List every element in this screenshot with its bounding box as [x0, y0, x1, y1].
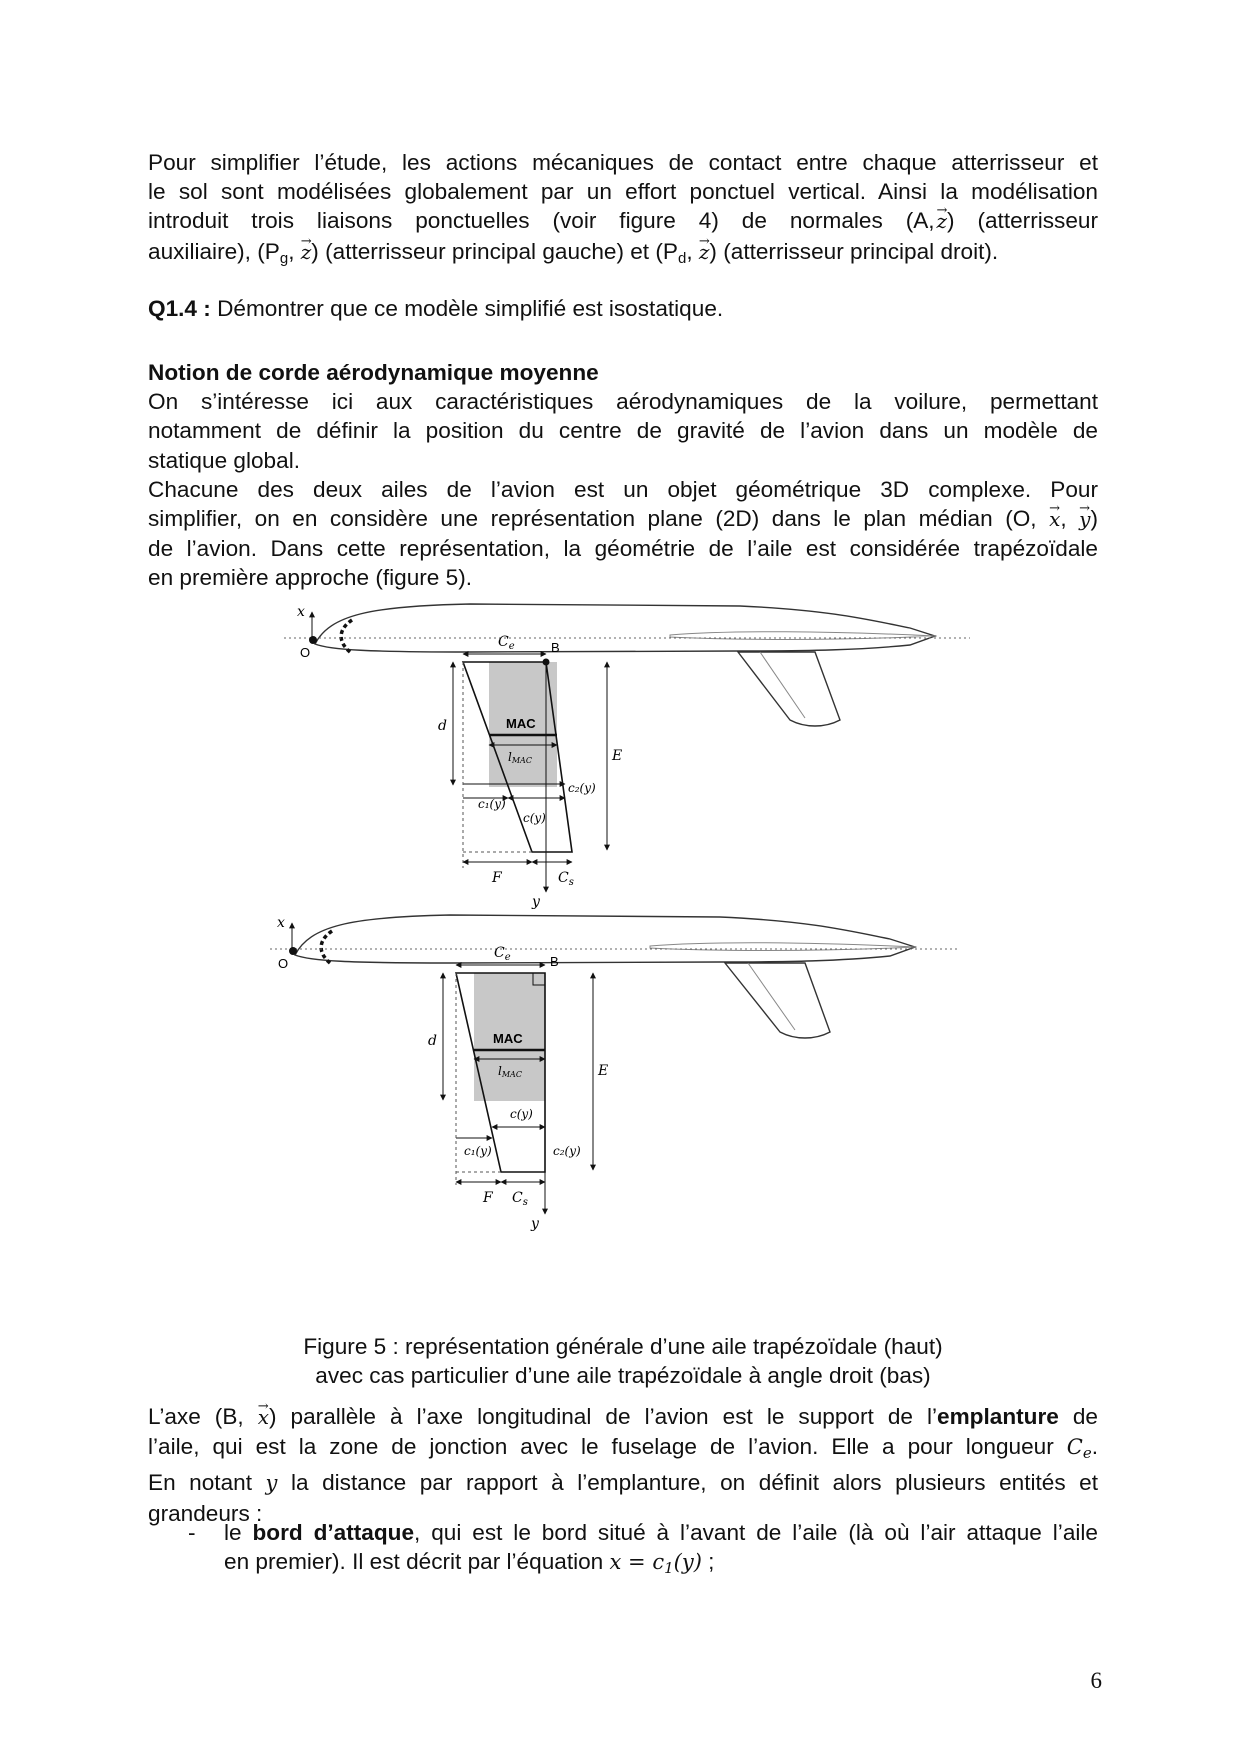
- lmac-symbol: l: [508, 750, 512, 764]
- section-p1-line-3: statique global.: [148, 447, 300, 473]
- text-span: en premier). Il est décrit par l’équation: [224, 1549, 610, 1575]
- text-span: ,: [1060, 506, 1067, 532]
- cs-symbol: C: [512, 1190, 523, 1206]
- top-origin-label: O: [300, 645, 311, 660]
- top-mac-label: MAC: [506, 716, 536, 731]
- bottom-origin-point: [289, 947, 297, 955]
- top-ce-label: [498, 634, 515, 652]
- vector-z: z →: [301, 240, 312, 264]
- section-p1-line-1: On s’intéresse ici aux caractéristiques aérodynamiques de la voilure, permettant: [148, 389, 1098, 415]
- text-span: de: [1058, 1404, 1098, 1429]
- text-span: ,: [288, 238, 295, 264]
- bullet-line-2: [224, 1547, 1098, 1583]
- text-span: ;: [701, 1549, 715, 1575]
- bottom-fuselage-outline: [295, 915, 915, 963]
- bottom-b-label: B: [550, 954, 559, 969]
- figure-caption: [148, 1332, 1098, 1390]
- cs-subscript: s: [568, 877, 574, 888]
- top-c2-label: c₂(y): [568, 781, 596, 795]
- bottom-d-label: d: [428, 1033, 437, 1049]
- top-y-label: y: [532, 894, 540, 910]
- bottom-cs-label: [512, 1190, 528, 1208]
- vector-z: z →: [936, 209, 947, 233]
- text-span: ) (atterrisseur principal droit).: [709, 238, 999, 264]
- vector-x: x →: [258, 1405, 269, 1429]
- top-b-label: B: [551, 640, 560, 655]
- bottom-x-label: x: [277, 915, 285, 931]
- section-p2-line-1: Chacune des deux ailes de l’avion est un objet géométrique 3D complexe. Pour: [148, 476, 1098, 502]
- cs-subscript: s: [522, 1197, 528, 1208]
- text-span: le: [224, 1520, 253, 1545]
- section-mac: [148, 358, 1098, 593]
- text-span: ) (atterrisseur: [947, 208, 1098, 234]
- section-p1-line-2: notamment de définir la position du centre de gravité de l’avion dans un modèle de: [148, 418, 1098, 444]
- bottom-f-label: F: [483, 1190, 493, 1206]
- bold-term-emplanture: emplanture: [937, 1404, 1059, 1429]
- question-line: [148, 294, 1098, 323]
- text-span: .: [1091, 1434, 1098, 1460]
- text-span: ) (atterrisseur principal gauche) et (P: [311, 238, 678, 264]
- vector-x: x →: [1049, 507, 1060, 531]
- bottom-origin-label: O: [278, 956, 289, 971]
- text-span: l’aile, qui est la zone de jonction avec le fuselage de l’avion. Elle a pour longueur: [148, 1434, 1054, 1460]
- bullet-text: [224, 1518, 1098, 1583]
- top-diagram: [284, 604, 970, 910]
- lmac-subscript: MAC: [511, 756, 532, 765]
- after-line-3: [148, 1468, 1098, 1498]
- math-ce-subscript: e: [1082, 1444, 1092, 1463]
- bullet-line-1: [224, 1518, 1098, 1547]
- bullet-dash: -: [188, 1520, 196, 1545]
- question-q1-4: [148, 294, 1098, 323]
- caption-line-1: Figure 5 : représentation générale d’une aile trapézoïdale (haut): [303, 1334, 943, 1359]
- intro-line-4: [148, 237, 1098, 273]
- after-line-2: [148, 1432, 1098, 1468]
- text-span: introduit trois liaisons ponctuelles (voir figure 4) de normales (A,: [148, 208, 935, 234]
- top-c1-label: c₁(y): [478, 797, 506, 811]
- section-p2-line-2: [148, 504, 1098, 534]
- intro-paragraph: [148, 148, 1098, 273]
- bottom-y-label: y: [531, 1216, 539, 1232]
- bottom-c2-label: c₂(y): [553, 1144, 581, 1158]
- after-figure-paragraph: [148, 1402, 1098, 1528]
- bottom-tail-fin-inner: [748, 963, 795, 1030]
- question-label: Q1.4 :: [148, 296, 211, 321]
- top-cockpit-window-icon: [341, 620, 352, 652]
- bottom-e-label: E: [598, 1063, 609, 1079]
- question-text: Démontrer que ce modèle simplifié est isostatique.: [210, 296, 724, 321]
- bottom-c1-label: c₁(y): [464, 1144, 492, 1158]
- section-p2-line-3: de l’avion. Dans cette représentation, la géométrie de l’aile est considérée trapézoïdale: [148, 536, 1098, 562]
- after-line-1: [148, 1402, 1098, 1432]
- math-ce: C: [1066, 1435, 1083, 1460]
- text-span: auxiliaire), (P: [148, 238, 280, 264]
- top-x-label: x: [297, 604, 305, 620]
- bottom-mac-label: MAC: [493, 1031, 523, 1046]
- top-fuselage-outline: [315, 604, 935, 652]
- section-heading: Notion de corde aérodynamique moyenne: [148, 360, 599, 385]
- top-d-label: d: [438, 718, 447, 734]
- text-span: ,: [686, 238, 693, 264]
- text-span: ) parallèle à l’axe longitudinal de l’avion est le support de l’: [268, 1404, 938, 1429]
- after-line-4: grandeurs :: [148, 1500, 263, 1526]
- bottom-cockpit-window-icon: [321, 931, 332, 963]
- cs-symbol: C: [558, 870, 569, 886]
- caption-line-2: avec cas particulier d’une aile trapézoïdale à angle droit (bas): [315, 1363, 931, 1388]
- intro-line-3: [148, 206, 1098, 236]
- math-equation-arg: (y): [673, 1550, 702, 1575]
- intro-line-2: le sol sont modélisées globalement par un effort ponctuel vertical. Ainsi la modélisation: [148, 179, 1098, 205]
- lmac-subscript: MAC: [501, 1070, 522, 1079]
- bottom-ce-label: [494, 945, 511, 963]
- ce-symbol: C: [494, 945, 505, 961]
- top-cs-label: [558, 870, 574, 888]
- subscript: d: [677, 249, 687, 267]
- intro-line-1: Pour simplifier l’étude, les actions mécaniques de contact entre chaque atterrisseur et: [148, 150, 1098, 175]
- text-span: L’axe (B,: [148, 1404, 244, 1429]
- ce-subscript: e: [504, 952, 511, 963]
- bullet-leading-edge: [148, 1518, 1098, 1583]
- section-p2-line-4: en première approche (figure 5).: [148, 565, 473, 591]
- vector-z: z →: [699, 240, 710, 264]
- math-y: y: [265, 1471, 278, 1496]
- text-span: En notant: [148, 1470, 252, 1496]
- figure-5-wing-diagrams: [270, 600, 970, 1320]
- top-f-label: F: [492, 870, 502, 886]
- vector-y: y →: [1079, 507, 1090, 531]
- subscript: g: [279, 249, 289, 267]
- bold-term-bord-attaque: bord d’attaque: [252, 1520, 415, 1545]
- top-cy-label: c(y): [523, 811, 546, 825]
- ce-symbol: C: [498, 634, 509, 650]
- ce-subscript: e: [508, 641, 515, 652]
- top-tail-fin: [738, 652, 840, 726]
- top-tail-fin-inner: [760, 652, 805, 718]
- bottom-tail-fin: [725, 963, 830, 1038]
- math-subscript: 1: [664, 1559, 674, 1578]
- bottom-diagram: [270, 915, 960, 1232]
- text-span: simplifier, on en considère une représentation plane (2D) dans le plan médian (O,: [148, 506, 1037, 532]
- text-span: , qui est le bord situé à l’avant de l’aile (là où l’air attaque l’aile: [414, 1520, 1098, 1545]
- top-e-label: E: [612, 748, 623, 764]
- lmac-symbol: l: [498, 1064, 502, 1078]
- text-span: ): [1090, 506, 1099, 532]
- text-span: la distance par rapport à l’emplanture, on définit alors plusieurs entités et: [290, 1470, 1099, 1496]
- bottom-cy-label: c(y): [510, 1107, 533, 1121]
- page-number: 6: [1090, 1668, 1102, 1693]
- math-equation: x = c: [609, 1550, 665, 1575]
- top-origin-point: [309, 636, 317, 644]
